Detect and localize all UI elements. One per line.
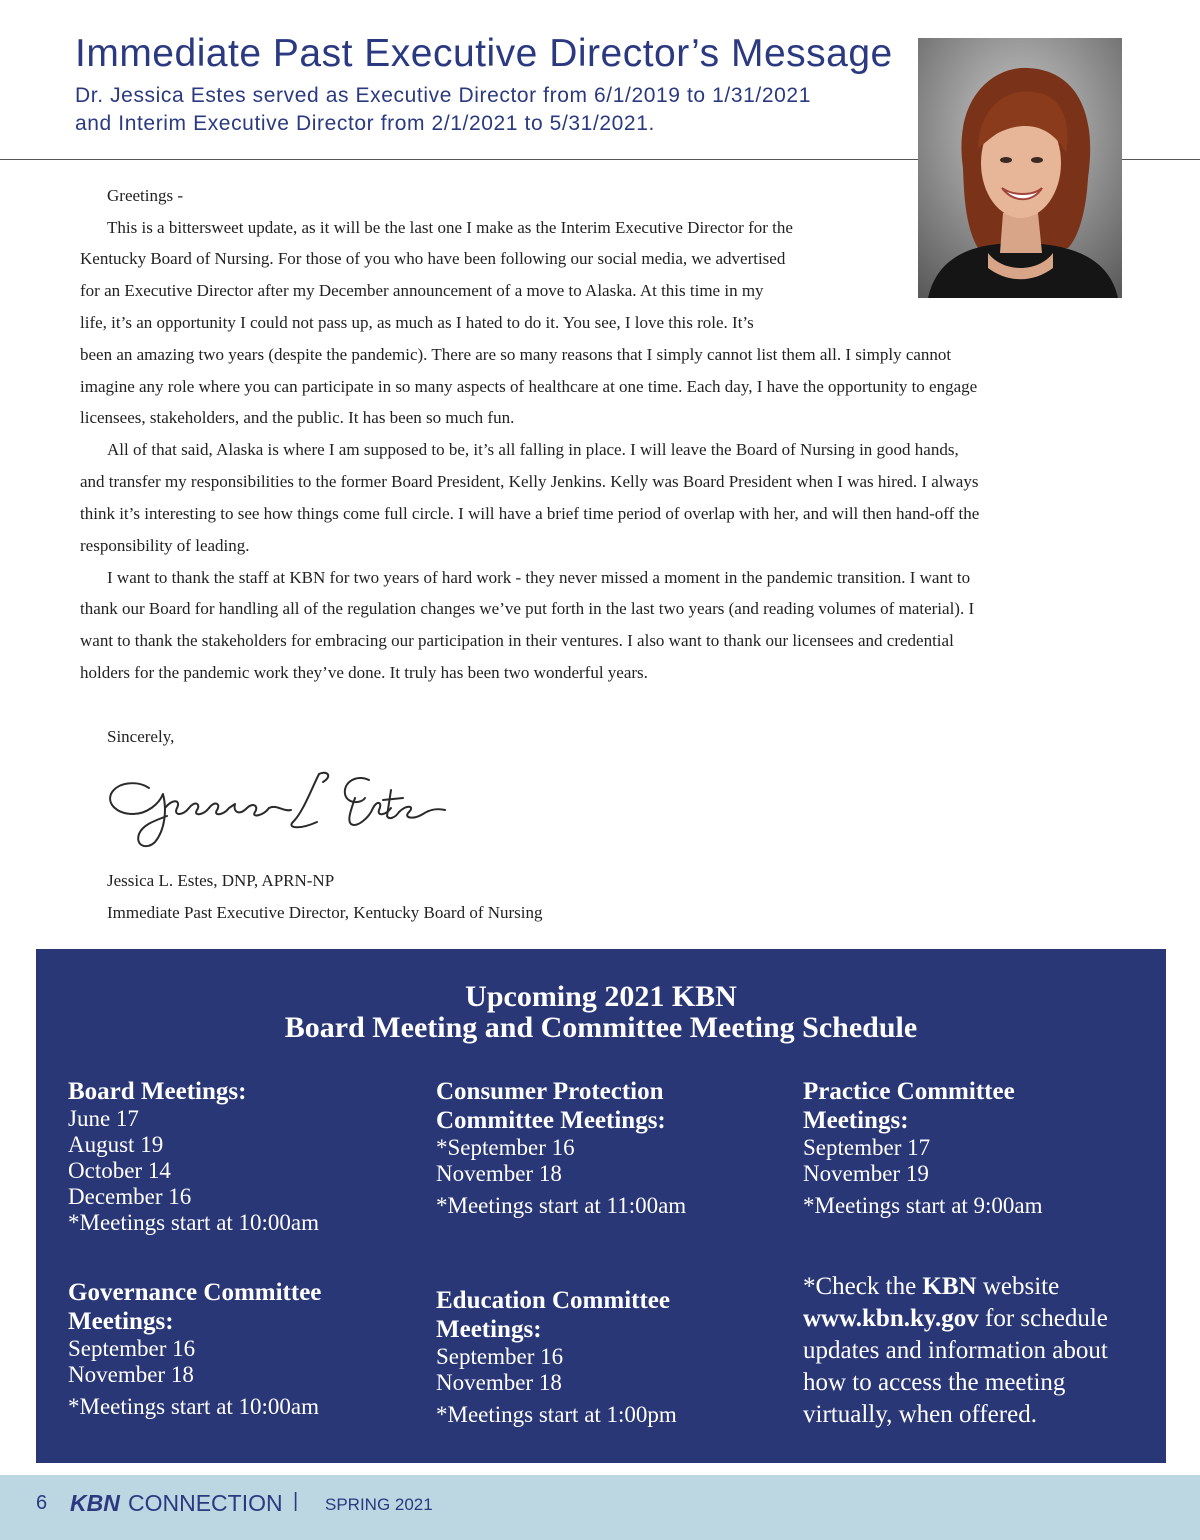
letter-line: licensees, stakeholders, and the public. It has been so much fun. (80, 408, 515, 427)
education-committee-heading: Meetings: (436, 1316, 542, 1343)
website-note-line: updates and information about (803, 1337, 1108, 1364)
meeting-date: August 19 (68, 1132, 164, 1157)
page-number: 6 (36, 1492, 48, 1514)
letter-line: This is a bittersweet update, as it will be the last one I make as the Interim Executive Director for the (107, 218, 793, 237)
website-note-text: for schedule (978, 1305, 1108, 1332)
meeting-date: November 18 (436, 1370, 562, 1395)
meeting-date: November 18 (68, 1362, 194, 1387)
meeting-date: September 16 (68, 1336, 196, 1361)
subtitle-line: Dr. Jessica Estes served as Executive Director from 6/1/2019 to 1/31/2021 (75, 84, 811, 107)
education-committee-meetings (436, 1286, 677, 1428)
website-note-line (803, 1271, 1108, 1303)
letter-closing: Sincerely, (107, 727, 175, 746)
meeting-start-note: *Meetings start at 1:00pm (436, 1402, 677, 1427)
governance-committee-heading: Meetings: (68, 1308, 174, 1335)
letter-line: been an amazing two years (despite the pandemic). There are so many reasons that I simply cannot list them all. I simply cannot (80, 345, 952, 364)
meeting-start-note: *Meetings start at 11:00am (436, 1193, 687, 1218)
letter-line: Kentucky Board of Nursing. For those of you who have been following our social media, we advertised (80, 249, 786, 268)
letter-line: for an Executive Director after my December announcement of a move to Alaska. At this time in my (80, 281, 764, 300)
letter-line: want to thank the stakeholders for embracing our participation in their ventures. I also want to thank our licensees and credential (80, 631, 954, 650)
education-committee-heading: Education Committee (436, 1287, 670, 1314)
consumer-protection-heading: Consumer Protection (436, 1078, 664, 1105)
letter-line: All of that said, Alaska is where I am supposed to be, it’s all falling in place. I will leave the Board of Nursing in good hands, (107, 440, 959, 459)
practice-committee-meetings (803, 1077, 1043, 1219)
meeting-date: September 17 (803, 1135, 931, 1160)
letter-line: I want to thank the staff at KBN for two years of hard work - they never missed a moment in the pandemic transition. I want to (107, 568, 971, 587)
page-footer (0, 1475, 1200, 1540)
portrait-photo (918, 38, 1122, 298)
website-note-line: how to access the meeting (803, 1369, 1066, 1396)
signer-name: Jessica L. Estes, DNP, APRN-NP (107, 871, 335, 890)
meeting-date: September 16 (436, 1344, 564, 1369)
meeting-date: June 17 (68, 1106, 139, 1131)
website-note-text: website (976, 1273, 1060, 1300)
page-title: Immediate Past Executive Director’s Message (75, 32, 893, 75)
practice-committee-heading: Meetings: (803, 1107, 909, 1134)
meeting-start-note: *Meetings start at 9:00am (803, 1193, 1043, 1218)
schedule-title-line1: Upcoming 2021 KBN (465, 980, 737, 1013)
signer-title: Immediate Past Executive Director, Kentucky Board of Nursing (107, 903, 543, 922)
letter-line: think it’s interesting to see how things come full circle. I will have a brief time period of overlap with her, and will then hand-off the (80, 504, 980, 523)
subtitle-line: and Interim Executive Director from 2/1/2021 to 5/31/2021. (75, 112, 655, 135)
website-note-line: virtually, when offered. (803, 1401, 1037, 1428)
website-note-kbn: KBN (922, 1273, 977, 1300)
subtitle (75, 82, 811, 138)
meeting-date: December 16 (68, 1184, 192, 1209)
meeting-start-note: *Meetings start at 10:00am (68, 1210, 320, 1235)
consumer-protection-meetings (436, 1077, 686, 1219)
meeting-date: November 18 (436, 1161, 562, 1186)
board-meetings-heading: Board Meetings: (68, 1078, 247, 1105)
schedule-title-line2: Board Meeting and Committee Meeting Schedule (284, 1011, 918, 1044)
practice-committee-heading: Practice Committee (803, 1078, 1015, 1105)
brand-connection: CONNECTION (128, 1490, 283, 1516)
website-note (803, 1271, 1108, 1431)
letter-line: and transfer my responsibilities to the former Board President, Kelly Jenkins. Kelly was Board President when I was hired. I always (80, 472, 979, 491)
meeting-start-note: *Meetings start at 10:00am (68, 1394, 320, 1419)
website-link[interactable]: www.kbn.ky.gov (803, 1305, 979, 1332)
governance-committee-heading: Governance Committee (68, 1279, 322, 1306)
handwritten-signature (107, 760, 447, 860)
brand-kbn: KBN (70, 1490, 120, 1516)
governance-committee-meetings (68, 1278, 321, 1420)
meeting-date: *September 16 (436, 1135, 575, 1160)
letter-greeting: Greetings - (107, 186, 184, 205)
meeting-schedule-box (36, 949, 1166, 1463)
consumer-protection-heading: Committee Meetings: (436, 1107, 666, 1134)
meeting-date: November 19 (803, 1161, 929, 1186)
portrait-illustration (918, 38, 1122, 298)
letter-line: life, it’s an opportunity I could not pass up, as much as I hated to do it. You see, I love this role. It’s (80, 313, 754, 332)
meeting-date: October 14 (68, 1158, 171, 1183)
letter-line: imagine any role where you can participate in so many aspects of healthcare at one time. Each day, I have the opportunity to engage (80, 377, 978, 396)
letter-line: responsibility of leading. (80, 536, 250, 555)
website-note-line (803, 1303, 1108, 1335)
issue-label: SPRING 2021 (325, 1495, 433, 1514)
website-note-text: *Check the (803, 1273, 923, 1300)
letter-line: holders for the pandemic work they’ve done. It truly has been two wonderful years. (80, 663, 648, 682)
board-meetings (68, 1077, 319, 1236)
footer-separator: | (293, 1490, 299, 1512)
letter-line: thank our Board for handling all of the regulation changes we’ve put forth in the last two years (and reading volumes of material). I (80, 599, 975, 618)
